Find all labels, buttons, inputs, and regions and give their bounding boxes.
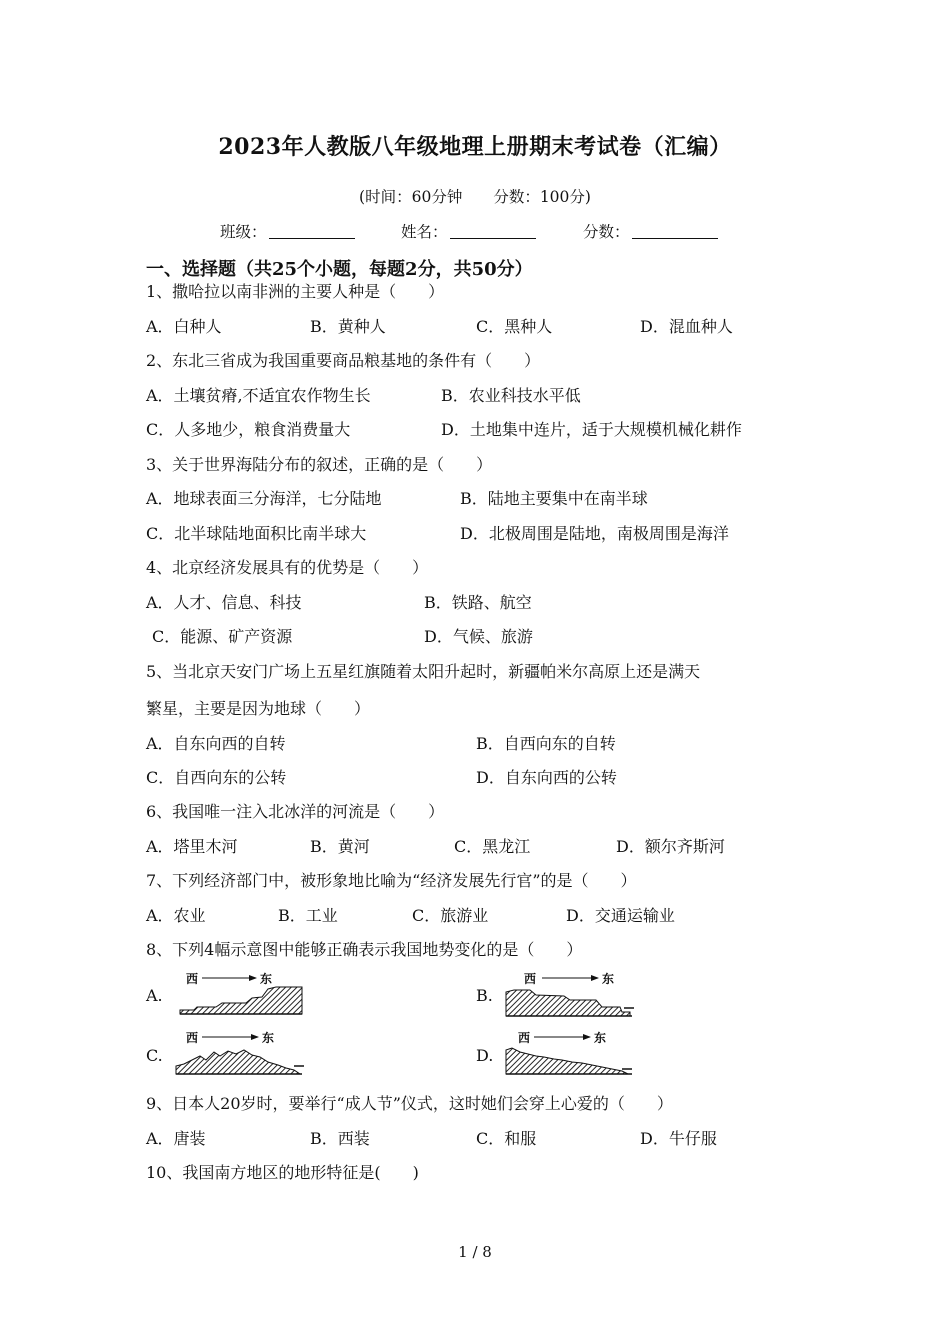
question-stem: 4、北京经济发展具有的优势是（ ） <box>146 558 429 577</box>
option[interactable]: D．牛仔服 <box>640 1129 717 1148</box>
option[interactable]: D．北极周围是陆地，南极周围是海洋 <box>460 524 729 543</box>
option[interactable]: C．旅游业 <box>412 906 489 925</box>
option[interactable]: D．土地集中连片，适于大规模机械化耕作 <box>441 420 742 439</box>
option[interactable]: A．塔里木河 <box>146 837 238 856</box>
terrain-diagram-d <box>502 1030 637 1080</box>
east-label: 东 <box>602 972 615 986</box>
option[interactable]: B．工业 <box>278 906 338 925</box>
terrain-diagram-b <box>502 970 637 1020</box>
option[interactable]: A. <box>146 986 163 1005</box>
option[interactable]: B．农业科技水平低 <box>441 386 581 405</box>
option[interactable]: B．陆地主要集中在南半球 <box>460 489 648 508</box>
west-label: 西 <box>518 1031 531 1045</box>
option[interactable]: D．额尔齐斯河 <box>616 837 725 856</box>
west-label: 西 <box>524 972 537 986</box>
score-field[interactable] <box>583 220 718 242</box>
east-label: 东 <box>594 1031 607 1045</box>
option[interactable]: C．能源、矿产资源 <box>152 627 293 646</box>
option[interactable]: A．地球表面三分海洋，七分陆地 <box>146 489 382 508</box>
option[interactable]: D．自东向西的公转 <box>476 768 617 787</box>
name-label: 姓名： <box>401 223 448 241</box>
option[interactable]: B．铁路、航空 <box>424 593 532 612</box>
score-blank[interactable] <box>632 222 718 239</box>
option[interactable]: A．唐装 <box>146 1129 206 1148</box>
option[interactable]: D．气候、旅游 <box>424 627 533 646</box>
question-stem: 9、日本人20岁时，要举行“成人节”仪式，这时她们会穿上心爱的（ ） <box>146 1094 673 1113</box>
class-label: 班级： <box>220 223 267 241</box>
option[interactable]: C．黑龙江 <box>454 837 531 856</box>
question-stem: 2、东北三省成为我国重要商品粮基地的条件有（ ） <box>146 351 541 370</box>
option[interactable]: D．混血种人 <box>640 317 733 336</box>
option[interactable]: A．土壤贫瘠,不适宜农作物生长 <box>146 386 371 405</box>
option[interactable]: A．人才、信息、科技 <box>146 593 302 612</box>
option[interactable]: C．和服 <box>476 1129 537 1148</box>
option[interactable]: C．黑种人 <box>476 317 553 336</box>
terrain-diagram-c <box>170 1030 305 1080</box>
east-label: 东 <box>260 972 273 986</box>
question-stem: 10、我国南方地区的地形特征是( ) <box>146 1163 419 1182</box>
option[interactable]: B．黄河 <box>310 837 370 856</box>
option[interactable]: A．白种人 <box>146 317 222 336</box>
question-stem: 6、我国唯一注入北冰洋的河流是（ ） <box>146 802 445 821</box>
option[interactable]: D．交通运输业 <box>566 906 675 925</box>
question-stem: 5、当北京天安门广场上五星红旗随着太阳升起时，新疆帕米尔高原上还是满天 <box>146 662 701 681</box>
option[interactable]: B．自西向东的自转 <box>476 734 616 753</box>
west-label: 西 <box>186 972 199 986</box>
page-number: 1 / 8 <box>458 1243 492 1261</box>
exam-subtitle: (时间：60分钟 分数：100分) <box>359 188 591 206</box>
option[interactable]: B．黄种人 <box>310 317 386 336</box>
class-blank[interactable] <box>269 222 355 239</box>
page-title: 2023年人教版八年级地理上册期末考试卷（汇编） <box>218 134 732 160</box>
option[interactable]: D. <box>476 1046 494 1065</box>
option[interactable]: C．自西向东的公转 <box>146 768 287 787</box>
option[interactable]: C．人多地少，粮食消费量大 <box>146 420 351 439</box>
option[interactable]: B. <box>476 986 493 1005</box>
question-stem: 8、下列4幅示意图中能够正确表示我国地势变化的是（ ） <box>146 940 583 959</box>
option[interactable]: B．西装 <box>310 1129 370 1148</box>
west-label: 西 <box>186 1031 199 1045</box>
question-stem: 7、下列经济部门中，被形象地比喻为“经济发展先行官”的是（ ） <box>146 871 637 890</box>
option[interactable]: C. <box>146 1046 163 1065</box>
question-stem: 3、关于世界海陆分布的叙述，正确的是（ ） <box>146 455 493 474</box>
score-label: 分数： <box>583 223 630 241</box>
east-label: 东 <box>262 1031 275 1045</box>
class-field[interactable] <box>220 220 355 242</box>
question-stem-continued: 繁星，主要是因为地球（ ） <box>146 699 371 718</box>
section-heading: 一、选择题（共25个小题，每题2分，共50分） <box>146 259 533 280</box>
question-stem: 1、撒哈拉以南非洲的主要人种是（ ） <box>146 282 445 301</box>
terrain-diagram-a <box>172 970 307 1020</box>
name-blank[interactable] <box>450 222 536 239</box>
option[interactable]: A．农业 <box>146 906 206 925</box>
option[interactable]: A．自东向西的自转 <box>146 734 286 753</box>
name-field[interactable] <box>401 220 536 242</box>
option[interactable]: C．北半球陆地面积比南半球大 <box>146 524 367 543</box>
